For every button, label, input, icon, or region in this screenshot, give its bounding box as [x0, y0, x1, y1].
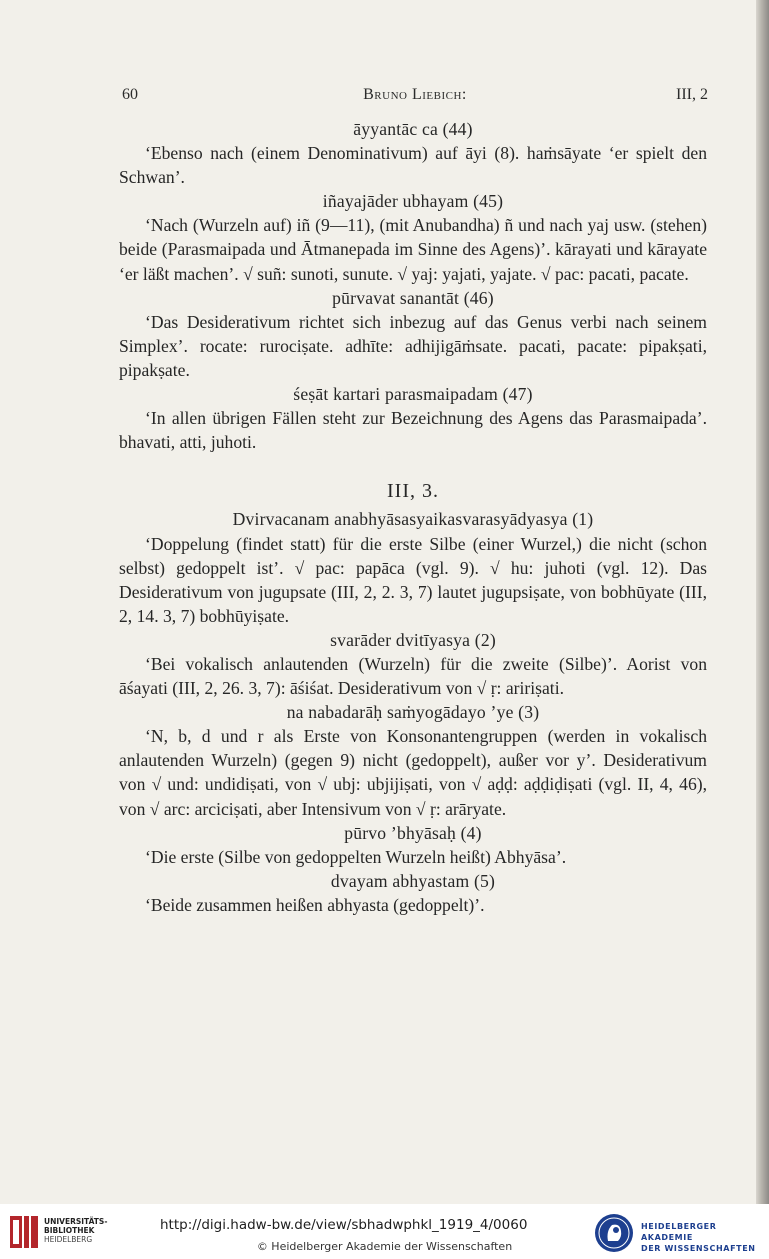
- section-heading: III, 3.: [387, 480, 439, 503]
- sutra-line: āyyantāc ca (44): [353, 119, 473, 139]
- section-reference: III, 2: [676, 86, 708, 103]
- translation-paragraph: ‘Beide zusammen heißen abhyasta (gedoppelt)’.: [145, 894, 485, 915]
- library-name-line: BIBLIOTHEK: [44, 1226, 95, 1235]
- translation-paragraph: ‘Nach (Wurzeln auf) iñ (9—11), (mit Anubandha) ñ und nach yaj usw. (stehen) beide (Parasmaipada und Ātmanepada im Sinne des Agens)’. kārayati und kārayate ‘er läßt machen’. √ suñ: sunoti, sunute. √ yaj: yajati, yajate. √ pac: pacati, pacate.: [119, 215, 707, 284]
- viewer-footer: [0, 1204, 769, 1259]
- running-author: Bruno Liebich:: [363, 86, 467, 103]
- sutra-line: iñayajāder ubhayam (45): [322, 191, 504, 212]
- sutra-line: dvayam abhyastam (5): [330, 870, 496, 891]
- academy-name-line: HEIDELBERGER AKADEMIE: [641, 1222, 717, 1242]
- library-name-line: HEIDELBERG: [44, 1235, 93, 1244]
- translation-paragraph: ‘In allen übrigen Fällen steht zur Bezeichnung des Agens das Parasmaipada’. bhavati, atti, juhoti.: [119, 408, 707, 453]
- body-text: [119, 117, 707, 917]
- sutra-line: śeṣāt kartari parasmaipadam (47): [293, 384, 533, 405]
- sutra-line: na nabadarāḥ saṁyogādayo ’ye (3): [286, 702, 540, 723]
- translation-paragraph: ‘Ebenso nach (einem Denominativum) auf āyi (8). haṁsāyate ‘er spielt den Schwan’.: [119, 143, 707, 188]
- academy-seal-icon[interactable]: [594, 1213, 634, 1253]
- translation-paragraph: ‘Bei vokalisch anlautenden (Wurzeln) für die zweite (Silbe)’. Aorist von āśayati (III, 2, 26. 3, 7): āśiśat. Desiderativum von √ ṛ: aririṣati.: [119, 653, 707, 699]
- translation-paragraph: ‘Doppelung (findet statt) für die erste Silbe (einer Wurzel,) die nicht (schon selbst) gedoppelt ist’. √ pac: papāca (vgl. 9). √ hu: juhoti (vgl. 12). Das Desiderativum von jugupsate (III, 2, 2. 3, 7) lautet jugupsiṣate, von bobhūyate (III, 2, 14. 3, 7) bobhūyiṣate.: [119, 533, 707, 626]
- permalink-url[interactable]: http://digi.hadw-bw.de/view/sbhadwphkl_1919_4/0060: [160, 1217, 528, 1233]
- copyright-notice: © Heidelberger Akademie der Wissenschaften: [256, 1240, 513, 1253]
- translation-paragraph: ‘Das Desiderativum richtet sich inbezug auf das Genus verbi nach seinem Simplex’. rocate: rurociṣate. adhīte: adhijigāṁsate. pacati, pacate: pipakṣati, pipakṣate.: [119, 311, 707, 380]
- academy-name: [641, 1221, 769, 1254]
- page-number: 60: [122, 86, 138, 103]
- academy-name-line: DER WISSENSCHAFTEN: [641, 1244, 756, 1253]
- sutra-line: pūrvavat sanantāt (46): [332, 287, 494, 308]
- library-name-line: UNIVERSITÄTS-: [44, 1217, 108, 1226]
- sutra-line: Dvirvacanam anabhyāsasyaikasvarasyādyasya (1): [232, 509, 594, 530]
- translation-paragraph: ‘N, b, d und r als Erste von Konsonantengruppen (werden in vokalisch anlautenden Wurzeln) (gegen 9) nicht (gedoppelt), außer vor y’. Desiderativum von √ und: undidiṣati, von √ ubj: ubjijiṣati, von √ aḍḍ: aḍḍiḍiṣati (vgl. II, 4, 46), von √ arc: arciciṣati, aber Intensivum von √ ṛ: arāryate.: [119, 726, 707, 819]
- translation-paragraph: ‘Die erste (Silbe von gedoppelten Wurzeln heißt) Abhyāsa’.: [145, 846, 567, 867]
- page-edge-shadow: [756, 0, 769, 1204]
- sutra-line: svarāder dvitīyasya (2): [330, 629, 496, 650]
- sutra-line: pūrvo ’bhyāsaḥ (4): [344, 822, 482, 843]
